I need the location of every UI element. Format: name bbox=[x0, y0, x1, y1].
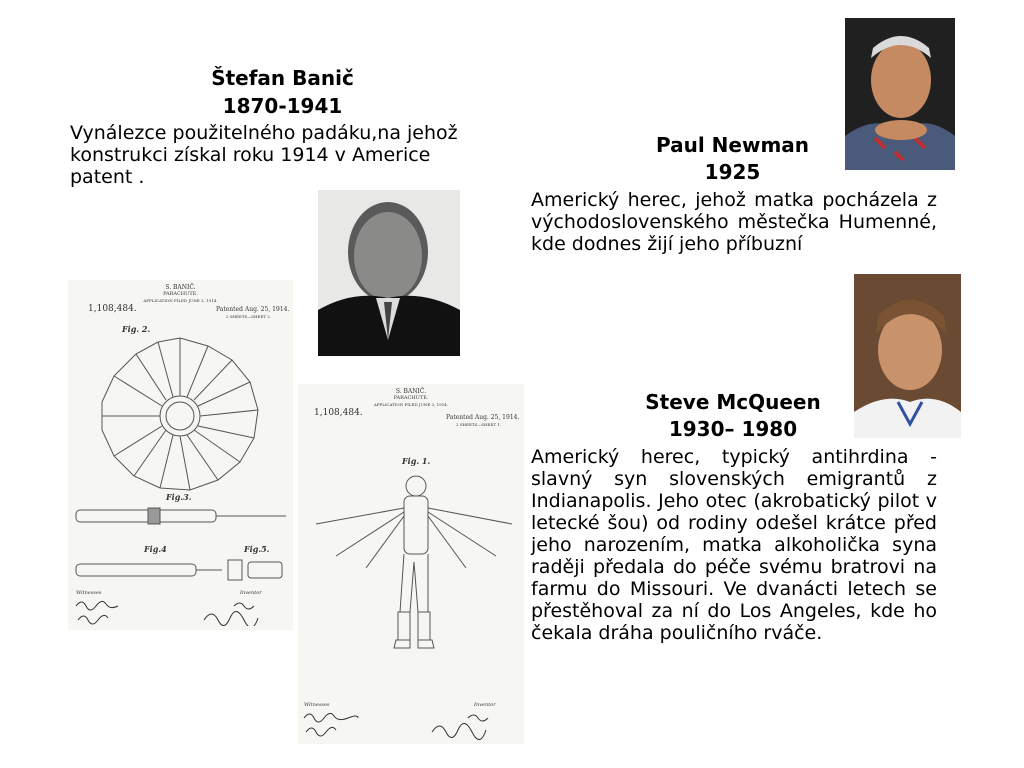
newman-photo bbox=[845, 18, 955, 170]
parachute-tube-fig3 bbox=[72, 504, 290, 528]
parachute-canopy-drawing bbox=[80, 326, 280, 506]
patent1-number: 1,108,484. bbox=[88, 304, 137, 314]
mcqueen-description: Americký herec, typický antihrdina - slavný syn slovenských emigrantů z Indianapolis. Jeho otec (akrobatický pilot v letecké šou) od rodiny odešel krátce před jeho narozením, matka alkoholička syna raději předala do péče svému bratrovi na farmu do Missouri. Ve dvanácti letech se přestěhoval za ní do Los Angeles, kde ho čekala dráha pouličního rváče. bbox=[531, 446, 937, 644]
banic-years: 1870-1941 bbox=[222, 94, 343, 118]
patent2-fig1: Fig. 1. bbox=[402, 456, 431, 466]
banic-name: Štefan Banič bbox=[211, 66, 354, 90]
parachute-man-drawing bbox=[306, 472, 516, 662]
patent1-patented: Patented Aug. 25, 1914. bbox=[216, 306, 290, 313]
patent1-fig5: Fig.5. bbox=[244, 544, 270, 554]
patent2-title: PARACHUTE. bbox=[393, 395, 429, 401]
newman-years: 1925 bbox=[704, 160, 761, 184]
banic-portrait bbox=[318, 190, 460, 356]
patent2-inventor: S. BANIČ. bbox=[395, 388, 427, 395]
patent1-inventor: S. BANIČ. bbox=[165, 284, 196, 291]
patent2-number: 1,108,484. bbox=[314, 408, 363, 418]
patent1-inventor-label: Inventor bbox=[240, 590, 262, 596]
patent1-witnesses: Witnesses bbox=[76, 590, 102, 596]
patent2-sheets: 2 SHEETS—SHEET 1. bbox=[456, 422, 502, 427]
patent1-fig4: Fig.4 bbox=[144, 544, 167, 554]
patent-drawing-sheet-1 bbox=[298, 384, 524, 744]
patent1-signatures bbox=[74, 596, 288, 626]
patent1-fig2: Fig. 2. bbox=[122, 324, 151, 334]
patent1-title: PARACHUTE. bbox=[163, 291, 198, 297]
patent1-fig3: Fig.3. bbox=[166, 492, 192, 502]
newman-description: Americký herec, jehož matka pocházela z východoslovenského městečka Humenné, kde dodnes žijí jeho příbuzní bbox=[531, 189, 937, 255]
patent-drawing-sheet-2 bbox=[68, 280, 293, 630]
patent1-sheets: 2 SHEETS—SHEET 2. bbox=[226, 314, 272, 319]
mcqueen-photo bbox=[854, 274, 961, 438]
mcqueen-years: 1930– 1980 bbox=[668, 417, 798, 441]
patent2-patented: Patented Aug. 25, 1914. bbox=[446, 414, 520, 421]
patent2-inventor-label: Inventor bbox=[474, 702, 496, 708]
banic-description: Vynálezce použitelného padáku,na jehož konstrukci získal roku 1914 v Americe patent . bbox=[70, 122, 458, 188]
parachute-tube-fig4 bbox=[72, 556, 290, 584]
patent1-application: APPLICATION FILED JUNE 3, 1914. bbox=[143, 298, 218, 303]
newman-name: Paul Newman bbox=[655, 133, 810, 157]
patent2-signatures bbox=[302, 710, 520, 740]
patent2-application: APPLICATION FILED JUNE 3, 1914. bbox=[373, 402, 449, 407]
patent2-witnesses: Witnesses bbox=[304, 702, 330, 708]
mcqueen-name: Steve McQueen bbox=[645, 390, 821, 414]
